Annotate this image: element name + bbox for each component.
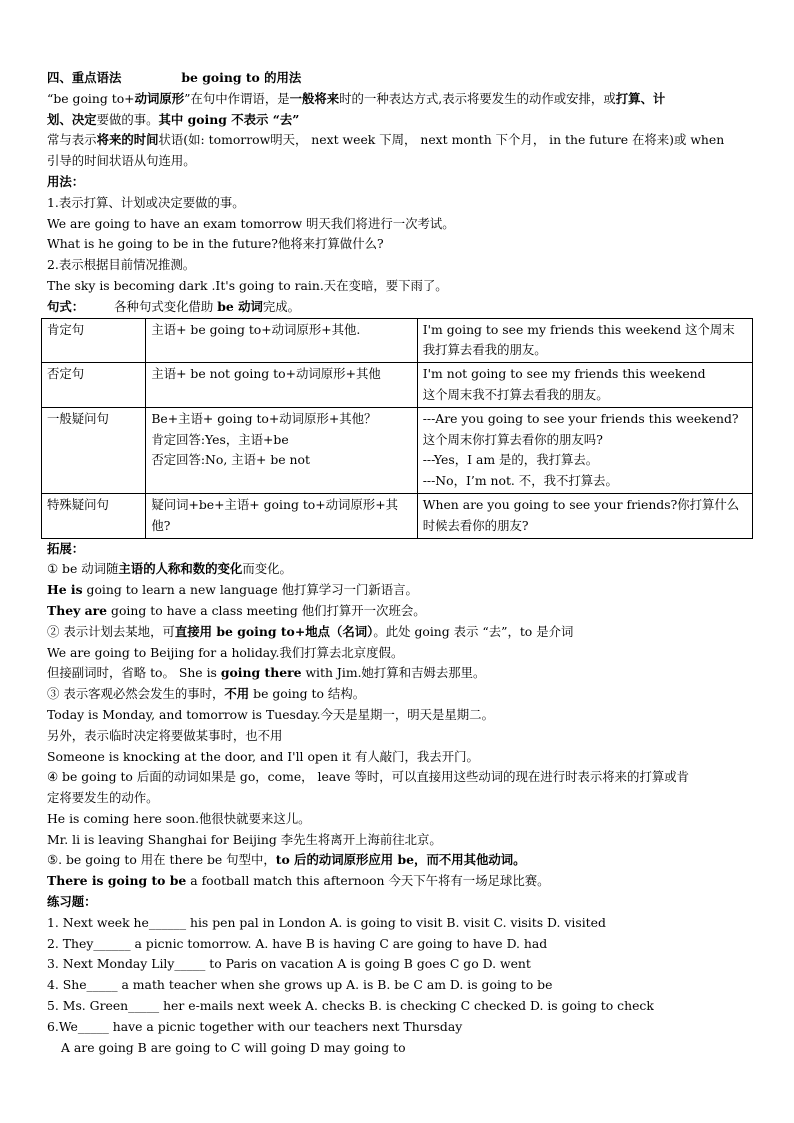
patterns-desc: 完成。 xyxy=(262,298,301,314)
patterns-desc: 各种句式变化借助 xyxy=(114,298,218,314)
pattern-example-line: ---Yes，I am 是的，我打算去。 xyxy=(422,452,599,468)
extension-4-line-1: ④ be going to 后面的动词如果是 go，come， leave 等时，可以直接用这些动词的现在进行时表示将来的打算或肯 xyxy=(47,769,689,785)
ext-bold: There is going to be xyxy=(47,873,187,889)
ext-text: a football match this afternoon 今天下午将有一场足球比赛。 xyxy=(186,873,550,889)
ext-bold: 不用 xyxy=(224,686,250,702)
ext-text: 。此处 going 表示 “去”，to 是介词 xyxy=(373,623,574,639)
extension-4-example-2: Mr. li is leaving Shanghai for Beijing 李先生将离开上海前往北京。 xyxy=(47,831,442,847)
patterns-label: 句式： xyxy=(47,298,85,314)
intro-text: ”在句中作谓语，是 xyxy=(184,90,290,106)
table-row xyxy=(42,318,753,363)
pattern-form xyxy=(146,407,417,493)
usage-2: 2.表示根据目前情况推测。 xyxy=(47,257,196,273)
section-topic: be going to 的用法 xyxy=(181,70,302,85)
pattern-example xyxy=(417,407,752,493)
pattern-example-line: 这个周末我不打算去看我的朋友。 xyxy=(422,386,609,402)
intro-text: 时的一种表达方式,表示将要发生的动作或安排，或 xyxy=(339,90,616,106)
intro-text: 引导的时间状语从句连用。 xyxy=(47,153,196,169)
exercise-item: 4. She_____ a math teacher when she grows up A. is B. be C am D. is going to be xyxy=(47,977,553,993)
pattern-example xyxy=(417,363,752,408)
intro-bold: 打算、计 xyxy=(615,90,666,106)
ext-text: ③ 表示客观必然会发生的事时， xyxy=(47,686,225,702)
exercises-label: 练习题： xyxy=(47,894,97,910)
intro-bold: 将来的时间 xyxy=(96,132,159,148)
intro-bold: 划、决定 xyxy=(47,111,97,127)
table-row xyxy=(42,493,753,538)
pattern-name: 否定句 xyxy=(42,363,146,408)
usage-1-example-2: What is he going to be in the future?他将来打算做什么? xyxy=(47,236,384,252)
exercise-item: 5. Ms. Green_____ her e-mails next week A. checks B. is checking C checked D. is going to check xyxy=(47,998,654,1014)
extension-3-example-3: Someone is knocking at the door, and I'll open it 有人敲门，我去开门。 xyxy=(47,748,479,764)
ext-bold: 直接用 be going to+地点（名词） xyxy=(174,623,374,639)
extension-1 xyxy=(47,559,759,580)
intro-text: “be going to+ xyxy=(47,90,135,106)
pattern-example: I'm going to see my friends this weekend 这个周末我打算去看我的朋友。 xyxy=(417,318,752,363)
ext-text: going to have a class meeting 他们打算开一次班会。 xyxy=(107,602,426,618)
patterns-table xyxy=(41,318,753,539)
exercise-item: 1. Next week he______ his pen pal in London A. is going to visit B. visit C. visits D. visited xyxy=(47,914,606,930)
ext-text: ② 表示计划去某地，可 xyxy=(47,623,175,639)
extension-4-example-1: He is coming here soon.他很快就要来这儿。 xyxy=(47,810,311,826)
ext-bold: He is xyxy=(47,582,83,598)
table-row xyxy=(42,363,753,408)
extension-2-example-2 xyxy=(47,663,759,684)
ext-bold: They are xyxy=(47,602,108,618)
intro-paragraph-1 xyxy=(47,89,759,131)
ext-bold: 而不用其他动词。 xyxy=(426,852,526,868)
pattern-form-line: Be+主语+ going to+动词原形+其他？ xyxy=(151,410,377,426)
extension-1-example-1 xyxy=(47,580,759,601)
exercise-item: 6.We_____ have a picnic together with our teachers next Thursday xyxy=(47,1018,463,1034)
section-title: 四、重点语法 xyxy=(47,70,122,85)
exercise-item: 2. They______ a picnic tomorrow. A. have B is having C are going to have D. had xyxy=(47,935,548,951)
exercise-6-options: A are going B are going to C will going D may going to xyxy=(61,1039,406,1055)
ext-text: with Jim.她打算和吉姆去那里。 xyxy=(301,665,486,681)
pattern-form-line: 肯定回答:Yes，主语+be xyxy=(151,431,289,447)
ext-text: be going to 结构。 xyxy=(249,686,366,702)
pattern-name: 一般疑问句 xyxy=(42,407,146,493)
patterns-desc-bold: be 动词 xyxy=(217,298,263,314)
extension-5-example xyxy=(47,871,759,892)
table-row xyxy=(42,407,753,493)
extension-3 xyxy=(47,684,759,705)
extension-4-line-2: 定将要发生的动作。 xyxy=(47,790,159,806)
document-page xyxy=(47,68,759,1058)
ext-text: going to learn a new language 他打算学习一门新语言。 xyxy=(82,582,418,598)
pattern-form: 主语+ be going to+动词原形+其他. xyxy=(146,318,417,363)
extension-1-example-2 xyxy=(47,601,759,622)
pattern-name: 肯定句 xyxy=(42,318,146,363)
intro-text: 常与表示 xyxy=(47,132,97,148)
pattern-example-line: ---Are you going to see your friends this weekend?这个周末你打算去看你的朋友吗? xyxy=(422,410,739,447)
ext-bold: to 后的动词原形应用 be， xyxy=(275,852,427,868)
pattern-form: 疑问词+be+主语+ going to+动词原形+其他? xyxy=(146,493,417,538)
ext-text: ⑤. be going to 用在 there be 句型中， xyxy=(47,852,276,868)
intro-bold: 一般将来 xyxy=(289,90,340,106)
pattern-example-line: I'm not going to see my friends this weekend xyxy=(422,366,706,382)
extension-3-example-2: 另外，表示临时决定将要做某事时，也不用 xyxy=(47,727,283,743)
extension-2 xyxy=(47,622,759,643)
intro-paragraph-2 xyxy=(47,130,759,172)
exercise-item: 3. Next Monday Lily_____ to Paris on vacation A is going B goes C go D. went xyxy=(47,956,531,972)
usage-label: 用法： xyxy=(47,173,85,189)
extension-5 xyxy=(47,850,759,871)
intro-text: 状语(如: tomorrow明天， next week 下周， next month 下个月， in the future 在将来)或 when xyxy=(158,132,725,148)
usage-2-example-1: The sky is becoming dark .It's going to rain.天在变暗，要下雨了。 xyxy=(47,277,448,293)
pattern-example-line: ---No，I’m not. 不，我不打算去。 xyxy=(422,473,618,489)
pattern-form-line: 否定回答:No, 主语+ be not xyxy=(151,452,310,468)
intro-bold: 其中 going 不表示 “去” xyxy=(158,111,300,127)
ext-text: 而变化。 xyxy=(242,561,292,577)
extension-label: 拓展： xyxy=(47,540,85,556)
patterns-heading xyxy=(47,297,759,318)
ext-bold: going there xyxy=(220,665,302,681)
usage-1: 1.表示打算、计划或决定要做的事。 xyxy=(47,194,245,210)
intro-text: 要做的事。 xyxy=(96,111,159,127)
intro-bold: 动词原形 xyxy=(134,90,185,106)
extension-2-example-1: We are going to Beijing for a holiday.我们打算去北京度假。 xyxy=(47,644,404,660)
pattern-form: 主语+ be not going to+动词原形+其他 xyxy=(146,363,417,408)
ext-text: ① be 动词随 xyxy=(47,561,119,577)
section-heading xyxy=(47,68,759,89)
pattern-name: 特殊疑问句 xyxy=(42,493,146,538)
extension-3-example-1: Today is Monday, and tomorrow is Tuesday.今天是星期一，明天是星期二。 xyxy=(47,706,494,722)
pattern-example: When are you going to see your friends?你打算什么时候去看你的朋友? xyxy=(417,493,752,538)
ext-bold: 主语的人称和数的变化 xyxy=(118,561,243,577)
usage-1-example-1: We are going to have an exam tomorrow 明天我们将进行一次考试。 xyxy=(47,215,455,231)
ext-text: 但接副词时，省略 to。 She is xyxy=(47,665,221,681)
